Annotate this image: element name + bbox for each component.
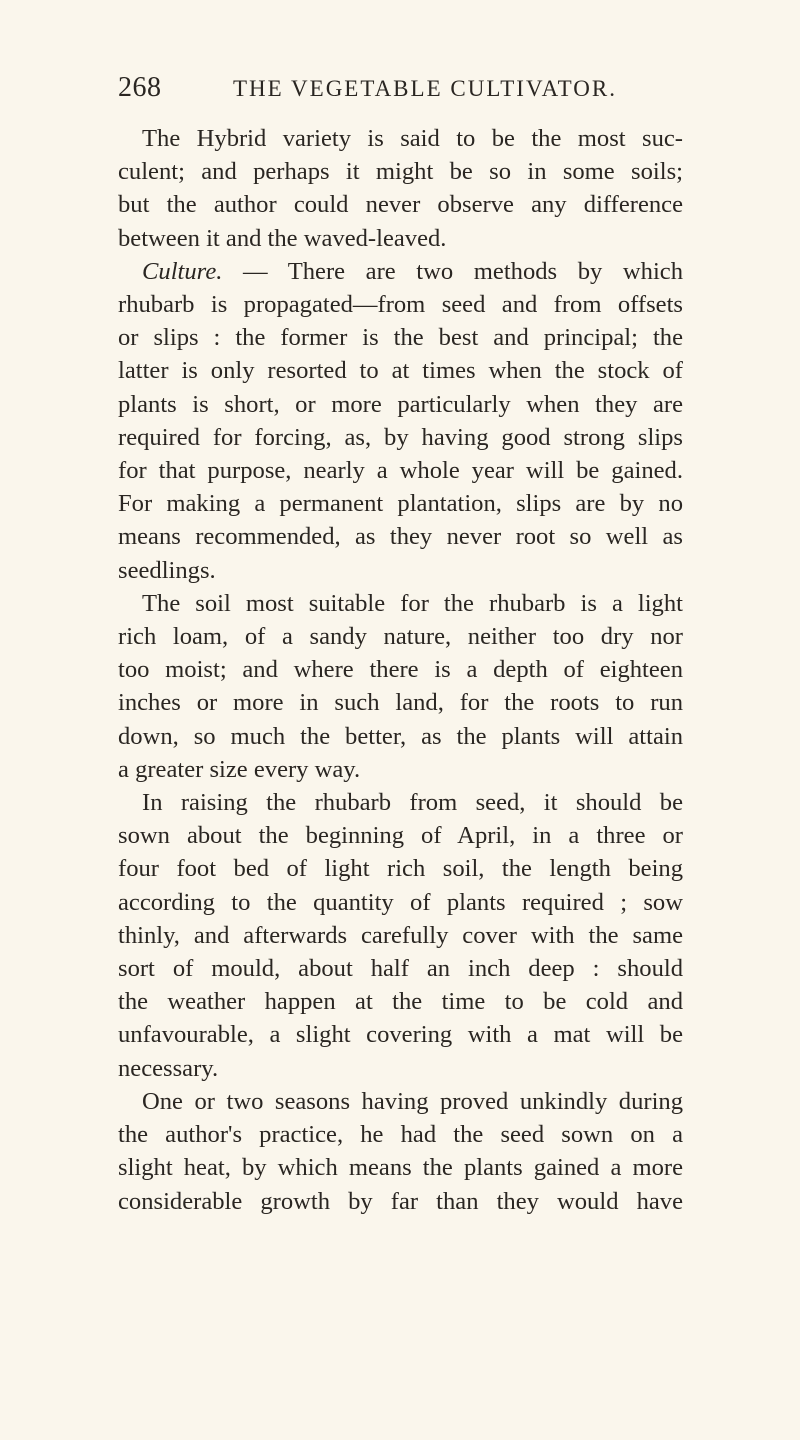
text-line [118, 255, 683, 288]
text-line: for that purpose, nearly a whole year will be gained. [118, 457, 683, 485]
text-line: The Hybrid variety is said to be the most suc- [142, 125, 683, 152]
text-line: means recommended, as they never root so well as [118, 523, 683, 551]
text-line: For making a permanent plantation, slips are by no [118, 490, 683, 518]
text-line: inches or more in such land, for the roots to run [118, 689, 683, 717]
page-number: 268 [118, 72, 162, 103]
text-line: four foot bed of light rich soil, the length being [118, 855, 683, 883]
text-line: rich loam, of a sandy nature, neither too dry nor [118, 623, 683, 651]
text-line: down, so much the better, as the plants will attain [118, 722, 683, 750]
section-heading-culture: Culture. [142, 257, 223, 285]
text-line: the author's practice, he had the seed sown on a [118, 1121, 683, 1149]
text-line: The soil most suitable for the rhubarb is a light [142, 589, 683, 617]
text-line: a greater size every way. [118, 755, 361, 783]
text-line: according to the quantity of plants required ; sow [118, 888, 683, 916]
paragraph-culture [118, 255, 683, 587]
paragraph-raising-from-seed [118, 786, 683, 1085]
running-title: THE VEGETABLE CULTIVATOR. [233, 76, 618, 101]
text-line: latter is only resorted to at times when the stock of [118, 357, 683, 385]
text-line: unfavourable, a slight covering with a mat will be [118, 1021, 683, 1049]
text-line: slight heat, by which means the plants gained a more [118, 1154, 683, 1182]
text-line: considerable growth by far than they would have [118, 1187, 683, 1215]
text-line: thinly, and afterwards carefully cover with the same [118, 921, 683, 949]
paragraph-seasons [118, 1085, 683, 1218]
text-line: culent; and perhaps it might be so in some soils; [118, 158, 683, 186]
body-text [118, 122, 683, 1218]
paragraph-hybrid-variety [118, 122, 683, 255]
text-line: required for forcing, as, by having good strong slips [118, 423, 683, 451]
text-line: or slips : the former is the best and principal; the [118, 324, 683, 352]
text-line: sort of mould, about half an inch deep : should [118, 955, 683, 983]
text-line: the weather happen at the time to be cold and [118, 988, 683, 1016]
running-head [118, 72, 678, 112]
text-span: — There are two methods by which [222, 257, 683, 285]
text-line: One or two seasons having proved unkindly during [142, 1087, 683, 1115]
text-line: necessary. [118, 1054, 219, 1082]
text-line: seedlings. [118, 556, 216, 584]
text-line: In raising the rhubarb from seed, it should be [142, 789, 683, 817]
text-line: rhubarb is propagated—from seed and from offsets [118, 291, 683, 319]
paragraph-soil [118, 587, 683, 786]
text-line: sown about the beginning of April, in a three or [118, 822, 683, 850]
text-line: between it and the waved-leaved. [118, 224, 447, 252]
text-line: too moist; and where there is a depth of eighteen [118, 656, 683, 684]
text-line: plants is short, or more particularly when they are [118, 390, 683, 418]
text-line: but the author could never observe any difference [118, 191, 683, 219]
